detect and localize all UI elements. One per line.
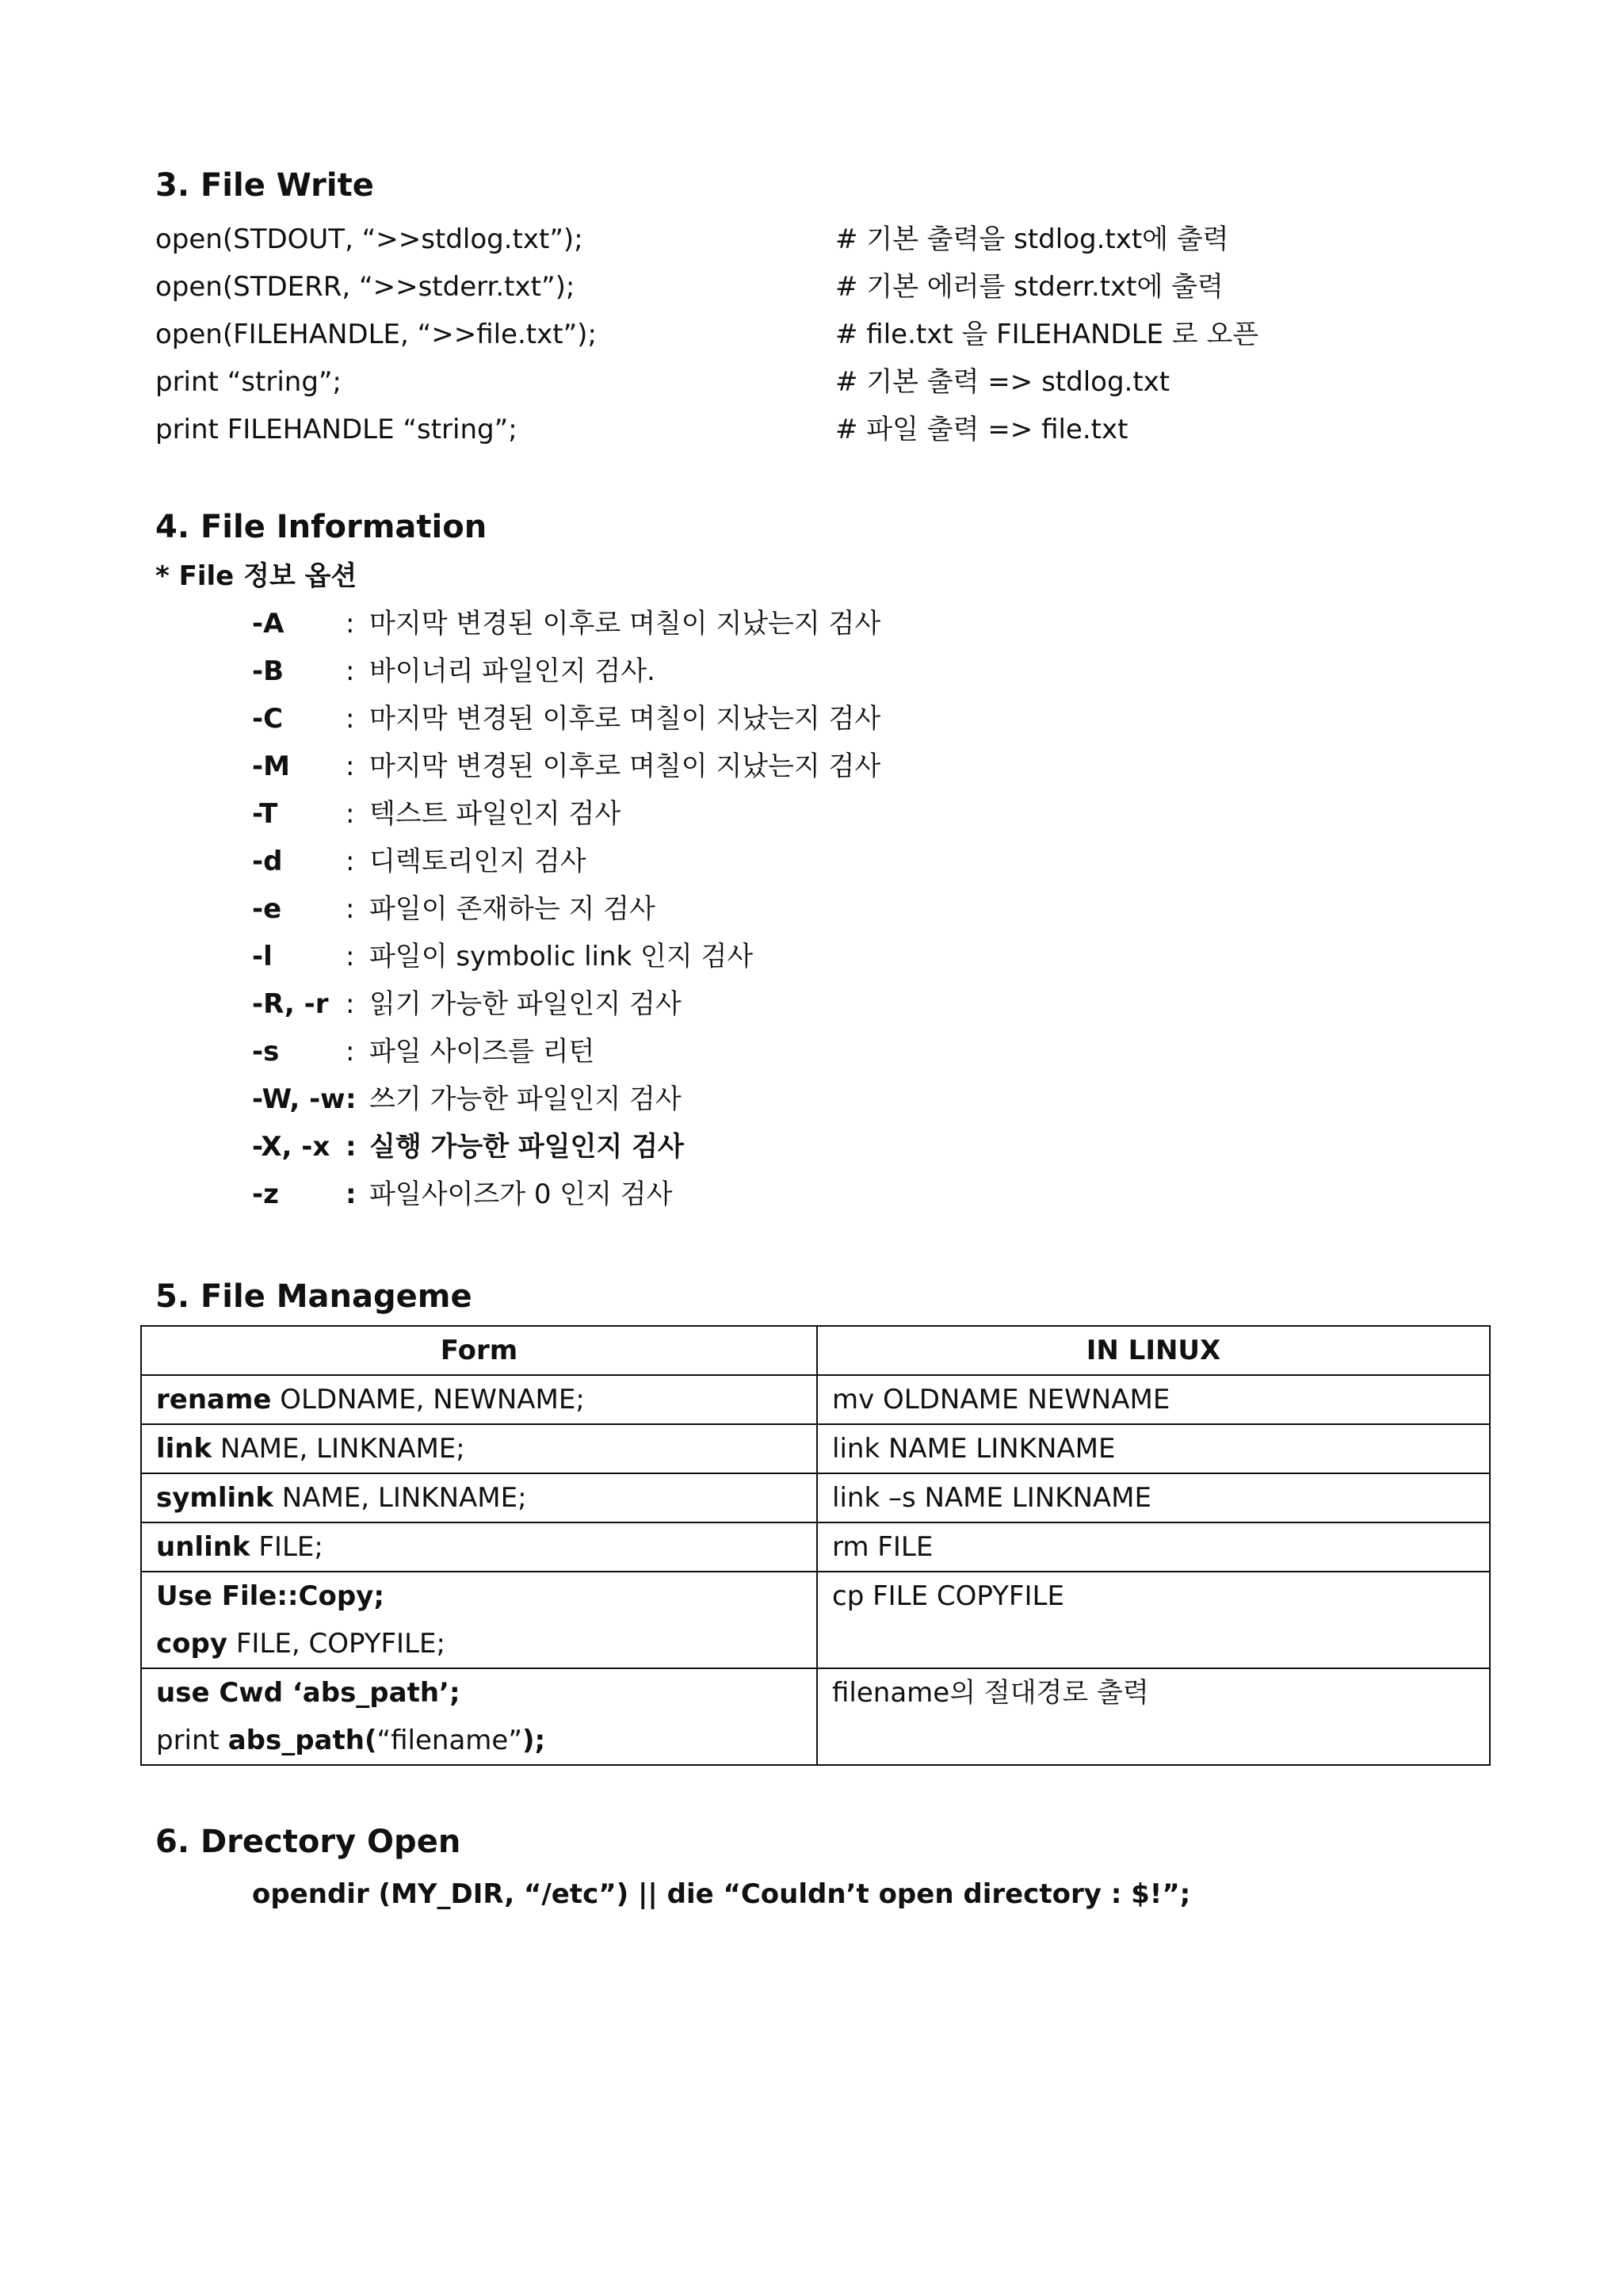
section-file-write xyxy=(155,163,1487,453)
table-row xyxy=(141,1375,1490,1424)
section-heading: 6. Drectory Open xyxy=(155,1824,461,1860)
option-flag: -M xyxy=(252,751,290,782)
section-file-management xyxy=(155,1274,1487,1319)
linux-cell: link –s NAME LINKNAME xyxy=(817,1473,1490,1522)
option-description: 마지막 변경된 이후로 며칠이 지났는지 검사 xyxy=(369,751,881,782)
option-description: 파일이 존재하는 지 검사 xyxy=(369,893,655,925)
option-description: 텍스트 파일인지 검사 xyxy=(369,798,621,830)
form-cell xyxy=(141,1668,817,1765)
option-description: 디렉토리인지 검사 xyxy=(369,846,586,877)
form-args: FILE; xyxy=(250,1531,323,1563)
option-row xyxy=(155,695,1487,743)
option-separator: : xyxy=(346,893,355,925)
option-flag: -e xyxy=(252,893,282,925)
option-row xyxy=(155,1123,1487,1171)
form-line: Use File::Copy; xyxy=(156,1580,384,1612)
option-row xyxy=(155,743,1487,790)
option-separator: : xyxy=(346,655,355,687)
option-description: 읽기 가능한 파일인지 검사 xyxy=(369,988,682,1020)
option-row xyxy=(155,1028,1487,1075)
section-heading: 4. File Information xyxy=(155,509,487,545)
section-directory-open xyxy=(155,1820,1487,1864)
linux-cell: link NAME LINKNAME xyxy=(817,1424,1490,1473)
form-cell xyxy=(141,1522,817,1572)
form-keyword: unlink xyxy=(156,1531,250,1563)
options-subheading: * File 정보 옵션 xyxy=(155,560,357,592)
option-separator: : xyxy=(346,1036,355,1068)
form-keyword: link xyxy=(156,1433,212,1465)
option-flag: -X, -x xyxy=(252,1131,330,1163)
option-description: 파일 사이즈를 리턴 xyxy=(369,1036,595,1068)
option-description: 마지막 변경된 이후로 며칠이 지났는지 검사 xyxy=(369,703,881,735)
table-row xyxy=(141,1473,1490,1522)
option-row xyxy=(155,1171,1487,1218)
form-keyword: abs_path( xyxy=(227,1725,377,1756)
table-row xyxy=(141,1424,1490,1473)
table-header-row xyxy=(141,1326,1490,1375)
code-text: open(STDERR, “>>stderr.txt”); xyxy=(155,271,575,303)
code-text: open(STDOUT, “>>stdlog.txt”); xyxy=(155,223,583,255)
opendir-command: opendir (MY_DIR, “/etc”) || die “Couldn’t open directory : $!”; xyxy=(252,1878,1191,1910)
option-row xyxy=(155,980,1487,1028)
form-cell xyxy=(141,1572,817,1668)
code-comment: # 기본 출력을 stdlog.txt에 출력 xyxy=(835,223,1229,255)
option-row xyxy=(155,933,1487,980)
option-row xyxy=(155,600,1487,648)
option-flag: -d xyxy=(252,846,283,877)
linux-cell: filename의 절대경로 출력 xyxy=(817,1668,1490,1765)
form-cell xyxy=(141,1375,817,1424)
code-text: print FILEHANDLE “string”; xyxy=(155,414,517,445)
table-row xyxy=(141,1572,1490,1668)
code-comment: # 파일 출력 => file.txt xyxy=(835,414,1128,445)
table-row xyxy=(141,1668,1490,1765)
option-row xyxy=(155,885,1487,933)
form-args: NAME, LINKNAME; xyxy=(273,1482,527,1514)
form-keyword: symlink xyxy=(156,1482,273,1514)
code-line xyxy=(155,406,1487,453)
form-text: print xyxy=(156,1725,228,1756)
option-flag: -z xyxy=(252,1179,279,1210)
option-description: 바이너리 파일인지 검사. xyxy=(369,655,655,687)
column-header-linux: IN LINUX xyxy=(817,1326,1490,1375)
option-separator: : xyxy=(346,703,355,735)
option-separator: : xyxy=(346,846,355,877)
form-cell xyxy=(141,1473,817,1522)
form-line xyxy=(156,1717,802,1764)
form-line xyxy=(156,1620,802,1668)
code-comment: # 기본 에러를 stderr.txt에 출력 xyxy=(835,271,1224,303)
option-flag: -s xyxy=(252,1036,280,1068)
option-flag: -T xyxy=(252,798,278,830)
option-separator: : xyxy=(346,988,355,1020)
form-args: FILE, COPYFILE; xyxy=(227,1628,445,1660)
form-line: use Cwd ‘abs_path’; xyxy=(156,1677,460,1709)
form-text: “filename” xyxy=(376,1725,522,1756)
option-separator: : xyxy=(346,751,355,782)
option-separator: : xyxy=(346,608,355,640)
option-row xyxy=(155,838,1487,885)
table-row xyxy=(141,1522,1490,1572)
form-args: NAME, LINKNAME; xyxy=(212,1433,465,1465)
option-flag: -B xyxy=(252,655,285,687)
column-header-form: Form xyxy=(141,1326,817,1375)
code-line xyxy=(155,216,1487,263)
option-row xyxy=(155,1075,1487,1123)
option-description: 실행 가능한 파일인지 검사 xyxy=(369,1131,684,1163)
section-file-information xyxy=(155,505,1487,1218)
option-separator: : xyxy=(346,798,355,830)
option-separator: : xyxy=(346,1179,357,1210)
linux-cell: mv OLDNAME NEWNAME xyxy=(817,1375,1490,1424)
linux-cell: rm FILE xyxy=(817,1522,1490,1572)
code-text: print “string”; xyxy=(155,366,342,398)
option-flag: -C xyxy=(252,703,284,735)
option-flag: -A xyxy=(252,608,285,640)
option-separator: : xyxy=(346,941,355,972)
option-separator: : xyxy=(346,1083,357,1115)
section-heading: 3. File Write xyxy=(155,167,374,204)
code-comment: # 기본 출력 => stdlog.txt xyxy=(835,366,1170,398)
linux-cell: cp FILE COPYFILE xyxy=(817,1572,1490,1668)
option-description: 파일사이즈가 0 인지 검사 xyxy=(369,1179,673,1210)
code-line xyxy=(155,358,1487,406)
option-separator: : xyxy=(346,1131,357,1163)
option-flag: -l xyxy=(252,941,273,972)
code-comment: # file.txt 을 FILEHANDLE 로 오픈 xyxy=(835,319,1259,350)
code-line xyxy=(155,311,1487,358)
option-description: 파일이 symbolic link 인지 검사 xyxy=(369,941,754,972)
form-text: ); xyxy=(521,1725,546,1756)
form-keyword: rename xyxy=(156,1384,272,1415)
file-management-table xyxy=(140,1325,1491,1766)
code-text: open(FILEHANDLE, “>>file.txt”); xyxy=(155,319,597,350)
option-description: 쓰기 가능한 파일인지 검사 xyxy=(369,1083,682,1115)
option-row xyxy=(155,648,1487,695)
form-args: OLDNAME, NEWNAME; xyxy=(271,1384,585,1415)
section-heading: 5. File Manageme xyxy=(155,1278,472,1315)
option-flag: -R, -r xyxy=(252,988,329,1020)
option-row xyxy=(155,790,1487,838)
code-line xyxy=(155,263,1487,311)
option-flag: -W, -w xyxy=(252,1083,346,1115)
form-cell xyxy=(141,1424,817,1473)
form-keyword: copy xyxy=(156,1628,228,1660)
option-description: 마지막 변경된 이후로 며칠이 지났는지 검사 xyxy=(369,608,881,640)
